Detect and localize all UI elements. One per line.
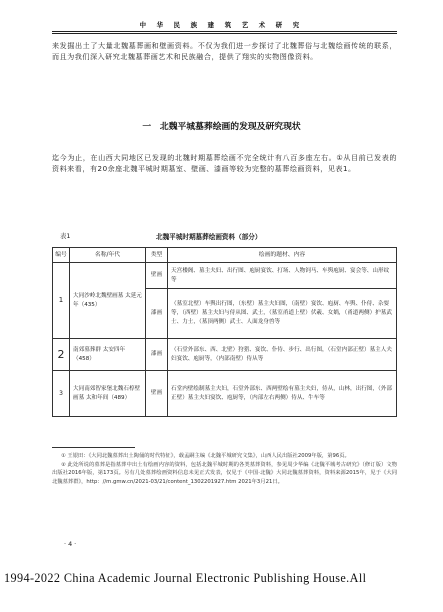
site-name: 大同南郊智家堡北魏石椁壁画墓 太和年间（489） <box>70 371 146 417</box>
table-label: 表1 <box>60 232 71 240</box>
table-row <box>53 263 397 289</box>
footnotes <box>52 452 397 486</box>
site-name: 大同沙岭北魏壁画墓 太延元年（435） <box>70 263 146 339</box>
table-row <box>53 339 397 371</box>
column-header: 绘画的题材、内容 <box>168 248 397 263</box>
painting-type: 漆画 <box>146 339 168 371</box>
footnote: ① 王银田：《大同北魏墓葬出土陶俑的时代特征》，载孟嗣主编《北魏平城研究文集》，山西人民出版社2009年版，第96页。 <box>61 453 350 459</box>
header-rule-top <box>52 31 397 32</box>
row-number: 3 <box>53 371 70 417</box>
column-header: 名称/年代 <box>70 248 146 263</box>
table-row <box>53 371 397 417</box>
copyright-banner: 1994-2022 China Academic Journal Electronic Publishing House.All <box>4 571 367 585</box>
footnote-rule <box>52 447 135 448</box>
painting-content: 天宫楼阁、墓主夫妇、出行图、庖厨宴饮、打场、人物饲马、车舆庖厨、宴会等、山形纹等 <box>168 263 397 289</box>
row-number: 2 <box>53 339 70 371</box>
column-header: 类型 <box>146 248 168 263</box>
table-title: 北魏平城时期墓葬绘画资料（部分） <box>156 233 262 241</box>
painting-content: （墓室北壁）车舆出行图，（东壁）墓主夫妇图，（南壁）宴饮、庖厨、车舆、仆侍、杂耍等，（西壁）墓主夫妇与侍从图、武士，（墓室甬道上壁）伏羲、女娲，（甬道两侧）护墓武士、力士，（墓顶两侧）武士、人面龙身兽等 <box>168 289 397 339</box>
painting-type: 壁画 <box>146 371 168 417</box>
intro-paragraph: 来发掘出土了大量北魏墓葬画和壁画资料。不仅为我们进一步探讨了北魏葬俗与北魏绘画传统的联系，而且为我们深入研究北魏墓葬画艺术和民族融合，提供了翔实的实物图像资料。 <box>52 41 397 62</box>
relics-table <box>52 247 397 417</box>
painting-content: 石堂内壁绘制墓主夫妇，石堂外部东、西两壁绘有墓主夫妇，侍从，山林，出行图，（外部正壁）墓主夫妇宴饮、庖厨等，（内部左右两侧）侍从、牛车等 <box>168 371 397 417</box>
painting-type: 壁画 <box>146 263 168 289</box>
column-header: 编号 <box>53 248 70 263</box>
table-header-row <box>53 248 397 263</box>
painting-type: 漆画 <box>146 289 168 339</box>
body-paragraph: 迄今为止，在山西大同地区已发现的北魏时期墓葬绘画不完全统计有八百多座左右。①从目前已发表的资料来看，有20余座北魏平城时期墓室、壁画、漆画等较为完整的墓葬绘画资料，见表1。 <box>52 153 397 174</box>
header-rule-bottom <box>52 33 397 34</box>
row-number: 1 <box>53 263 70 339</box>
site-name: 南郊墓葬群 太安四年（458） <box>70 339 146 371</box>
footnote: ② 此处所说的墓葬是指墓葬中出土有绘画内容的资料，包括北魏平城时期的各类墓葬资料，参见周少华编《北魏平城考古研究》（修订版）文物出版社2016年版，第173页。另有几处墓葬绘画资料信息未见正式发表，仅见于《中国·北魏》大同北魏墓葬资料，资料来源2015年，见于《大同北魏墓葬群》，http：//m.gmw.cn/2021-03/21/content_1302201927.htm 2021年3月21日。 <box>52 461 397 485</box>
section-heading: 一 北魏平城墓葬绘画的发现及研究现状 <box>142 122 301 132</box>
page-number: · 4 · <box>64 540 77 548</box>
painting-content: （石堂外部东、西、北壁）狩猎、宴饮、仆侍、步行、出行图，（石堂内部正壁）墓主人夫妇宴饮、庖厨等，（内部南壁）侍从等 <box>168 339 397 371</box>
running-header: 中 华 民 族 建 筑 艺 术 研 究 <box>139 21 304 29</box>
